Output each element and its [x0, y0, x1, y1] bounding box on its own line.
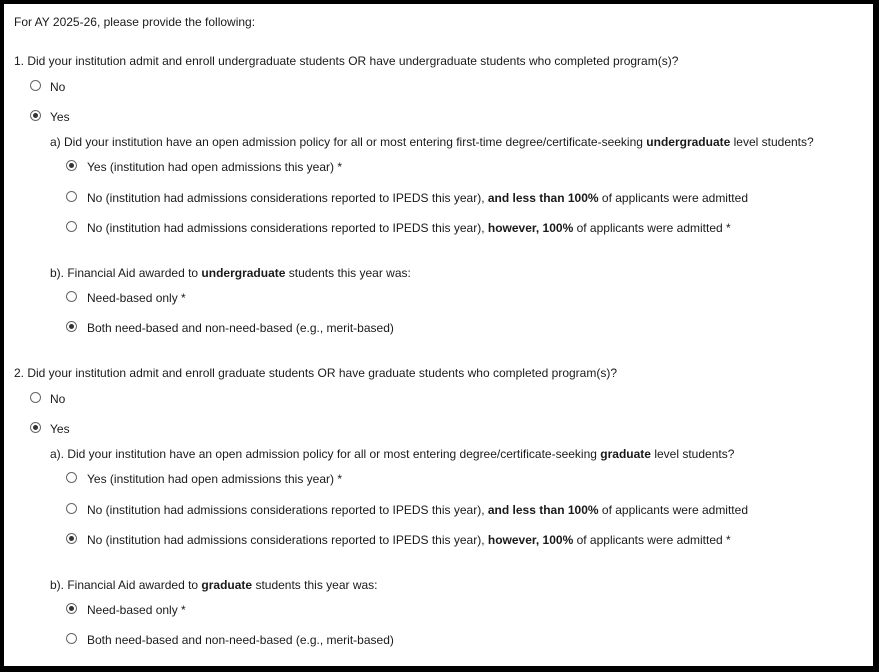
- q2b-need-based-radio[interactable]: [66, 603, 77, 614]
- q1b-text: b). Financial Aid awarded to undergraduate students this year was:: [50, 266, 411, 280]
- q1b-both-label[interactable]: Both need-based and non-need-based (e.g., merit-based): [87, 321, 394, 335]
- q1a-less-than-100-radio[interactable]: [66, 191, 77, 202]
- q1-no-radio[interactable]: [30, 80, 41, 91]
- q2b-both-label[interactable]: Both need-based and non-need-based (e.g., merit-based): [87, 633, 394, 647]
- q1a-open-admissions-radio[interactable]: [66, 160, 77, 171]
- q2a-less-than-100-radio[interactable]: [66, 503, 77, 514]
- q2a-open-admissions-radio[interactable]: [66, 472, 77, 483]
- q2a-less-than-100-label[interactable]: No (institution had admissions considerations reported to IPEDS this year), and less than 100% of applicants were admitted: [87, 503, 748, 517]
- q1b-need-based-radio[interactable]: [66, 291, 77, 302]
- q2b-need-based-label[interactable]: Need-based only *: [87, 603, 186, 617]
- q2b-text: b). Financial Aid awarded to graduate students this year was:: [50, 578, 378, 592]
- q1b-need-based-label[interactable]: Need-based only *: [87, 291, 186, 305]
- q1a-open-admissions-label[interactable]: Yes (institution had open admissions this year) *: [87, 160, 343, 174]
- q1-yes-radio[interactable]: [30, 110, 41, 121]
- intro-text: For AY 2025-26, please provide the following:: [14, 15, 256, 29]
- q2a-text: a). Did your institution have an open admission policy for all or most entering degree/certificate-seeking graduate level students?: [50, 447, 735, 461]
- q1a-text: a) Did your institution have an open admission policy for all or most entering first-time degree/certificate-seeking undergraduate level students?: [50, 135, 814, 149]
- q2-yes-label[interactable]: Yes: [50, 422, 70, 436]
- q1a-100-percent-label[interactable]: No (institution had admissions considerations reported to IPEDS this year), however, 100% of applicants were admitted *: [87, 221, 731, 235]
- q1b-both-radio[interactable]: [66, 321, 77, 332]
- q1-yes-label[interactable]: Yes: [50, 110, 70, 124]
- q1a-less-than-100-label[interactable]: No (institution had admissions considerations reported to IPEDS this year), and less than 100% of applicants were admitted: [87, 191, 748, 205]
- q2-no-radio[interactable]: [30, 392, 41, 403]
- survey-form: [4, 4, 873, 666]
- q2a-open-admissions-label[interactable]: Yes (institution had open admissions this year) *: [87, 472, 343, 486]
- q2a-100-percent-label[interactable]: No (institution had admissions considerations reported to IPEDS this year), however, 100% of applicants were admitted *: [87, 533, 731, 547]
- question-2-text: 2. Did your institution admit and enroll graduate students OR have graduate students who completed program(s)?: [14, 366, 617, 380]
- q1-no-label[interactable]: No: [50, 80, 66, 94]
- q2-yes-radio[interactable]: [30, 422, 41, 433]
- q2-no-label[interactable]: No: [50, 392, 66, 406]
- question-1-text: 1. Did your institution admit and enroll undergraduate students OR have undergraduate students who completed program(s)?: [14, 54, 679, 68]
- q1a-100-percent-radio[interactable]: [66, 221, 77, 232]
- q2b-both-radio[interactable]: [66, 633, 77, 644]
- q2a-100-percent-radio[interactable]: [66, 533, 77, 544]
